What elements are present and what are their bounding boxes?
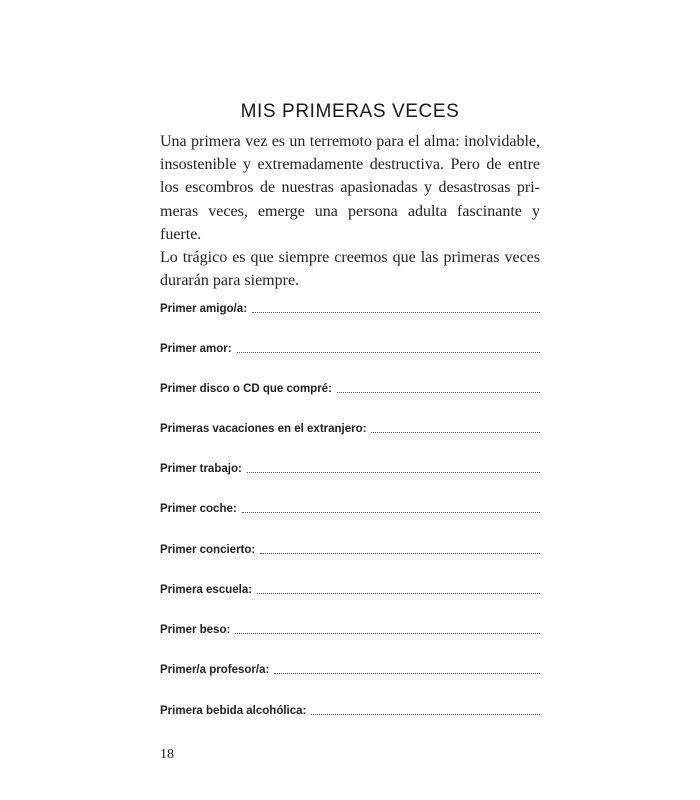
dotted-answer-line[interactable]: [252, 312, 540, 313]
field-label: Primer trabajo:: [160, 463, 242, 475]
field-label: Primer/a profesor/a:: [160, 664, 270, 676]
dotted-answer-line[interactable]: [235, 633, 540, 634]
field-label: Primer beso:: [160, 624, 231, 636]
field-first-drink[interactable]: [160, 700, 540, 718]
field-first-record[interactable]: [160, 378, 540, 396]
dotted-answer-line[interactable]: [237, 352, 540, 353]
dotted-answer-line[interactable]: [311, 714, 540, 715]
intro-paragraph: [160, 130, 540, 292]
field-label: Primer coche:: [160, 503, 237, 515]
field-label: Primer amor:: [160, 343, 232, 355]
dotted-answer-line[interactable]: [257, 593, 540, 594]
intro-line: durarán para siempre.: [160, 272, 300, 290]
dotted-answer-line[interactable]: [242, 512, 540, 513]
page-title: MIS PRIMERAS VECES: [240, 100, 460, 122]
dotted-answer-line[interactable]: [371, 432, 540, 433]
intro-line: Una primera vez es un terremoto para el alma: inolvidable,: [160, 133, 540, 150]
field-label: Primer amigo/a:: [160, 303, 247, 315]
dotted-answer-line[interactable]: [337, 392, 540, 393]
field-first-job[interactable]: [160, 458, 540, 476]
dotted-answer-line[interactable]: [247, 472, 540, 473]
field-first-trip-abroad[interactable]: [160, 418, 540, 436]
field-label: Primer concierto:: [160, 544, 256, 556]
field-label: Primer disco o CD que compré:: [160, 383, 332, 395]
field-first-love[interactable]: [160, 338, 540, 356]
field-label: Primera bebida alcohólica:: [160, 705, 307, 717]
field-first-kiss[interactable]: [160, 619, 540, 637]
field-first-teacher[interactable]: [160, 659, 540, 677]
intro-line: insostenible y extremadamente destructiva. Pero de entre: [160, 156, 540, 174]
field-label: Primeras vacaciones en el extranjero:: [160, 423, 367, 435]
page-number: 18: [160, 747, 174, 762]
intro-line: meras veces, emerge una persona adulta fascinante y fuerte.: [160, 202, 540, 243]
field-first-concert[interactable]: [160, 539, 540, 557]
intro-line: los escombros de nuestras apasionadas y desastrosas pri-: [160, 179, 540, 197]
dotted-answer-line[interactable]: [274, 673, 540, 674]
field-first-car[interactable]: [160, 498, 540, 516]
dotted-answer-line[interactable]: [260, 553, 540, 554]
field-label: Primera escuela:: [160, 584, 253, 596]
field-first-friend[interactable]: [160, 298, 540, 316]
intro-line: Lo trágico es que siempre creemos que las primeras veces: [160, 249, 540, 267]
field-first-school[interactable]: [160, 579, 540, 597]
